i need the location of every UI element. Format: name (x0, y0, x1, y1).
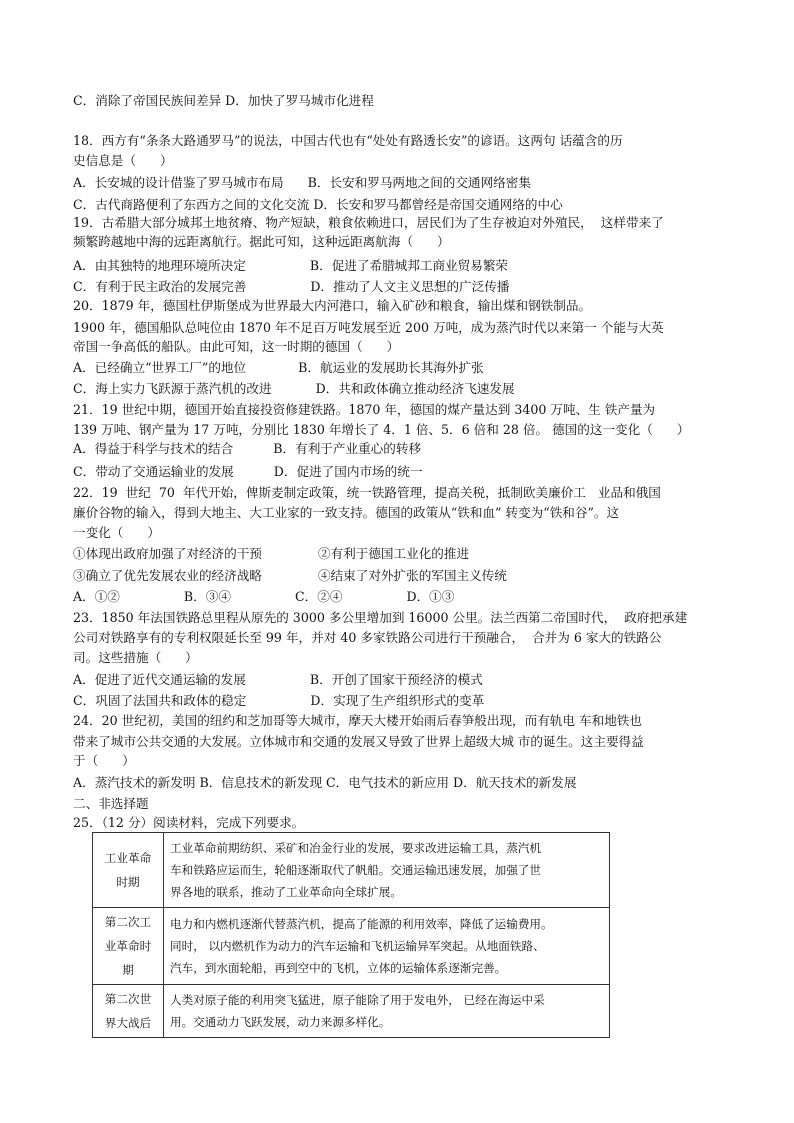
question-23-stem-cont2: 司。这些措施（ ） (73, 650, 198, 665)
table-row (93, 908, 610, 985)
table-row-heading: 工业革命 时期 (93, 833, 164, 908)
question-23-options-cd: C．巩固了法国共和政体的稳定 D．实现了生产组织形式的变革 (73, 693, 485, 708)
question-19-stem: 19．古希腊大部分城邦土地贫瘠、物产短缺，粮食依赖进口，居民们为了生存被迫对外殖民， 这样带来了 (73, 215, 664, 230)
table-row (93, 985, 610, 1038)
material-table (92, 832, 610, 1038)
question-22-options: A．①② B．③④ C．②④ D．①③ (73, 589, 455, 604)
question-21-options-cd: C．带动了交通运输业的发展 D．促进了国内市场的统一 (73, 464, 423, 479)
question-20-stem-cont: 1900 年，德国船队总吨位由 1870 年不足百万吨发展至近 200 万吨，成为蒸汽时代以来第一 个能与大英 (73, 320, 664, 335)
question-19-stem-cont: 频繁跨越地中海的远距离航行。据此可知，这种远距离航海（ ） (73, 234, 450, 249)
question-24-stem-cont: 带来了城市公共交通的大发展。立体城市和交通的发展又导致了世界上超级大城 市的诞生。这主要得益 (73, 734, 644, 749)
question-22-stem: 22．19 世纪 70 年代开始，俾斯麦制定政策，统一铁路管理，提高关税，抵制欧美廉价工 业品和俄国 (73, 485, 661, 500)
question-24-stem-cont2: 于（ ） (73, 753, 135, 768)
table-row (93, 833, 610, 908)
table-row-content: 电力和内燃机逐渐代替蒸汽机，提高了能源的利用效率，降低了运输费用。 同时， 以内燃机作为动力的汽车运输和飞机运输异军突起。从地面铁路、 汽车，到水面轮船，再到空中的飞机，立体的运输体系逐渐完善。 (164, 908, 610, 985)
question-18-options-cd: C．古代商路便利了东西方之间的文化交流 D．长安和罗马都曾经是帝国交通网络的中心 (73, 197, 563, 212)
question-22-items-12: ①体现出政府加强了对经济的干预 ②有利于德国工业化的推进 (73, 546, 470, 561)
question-25-stem: 25．（12 分）阅读材料，完成下列要求。 (73, 815, 305, 830)
question-21-stem-cont: 139 万吨、钢产量为 17 万吨，分别比 1830 年增长了 4．1 倍、5．6 倍和 28 倍。 德国的这一变化（ ） (73, 422, 690, 437)
table-row-content: 工业革命前期纺织、采矿和冶金行业的发展，要求改进运输工具，蒸汽机 车和铁路应运而生，轮船逐渐取代了帆船。交通运输迅速发展，加强了世 界各地的联系，推动了工业革命向全球扩展。 (164, 833, 610, 908)
question-19-options-ab: A．由其独特的地理环境所决定 B．促进了希腊城邦工商业贸易繁荣 (73, 258, 509, 273)
table-row-heading: 第二次世 界大战后 (93, 985, 164, 1038)
question-18-options-ab: A．长安城的设计借鉴了罗马城市布局 B．长安和罗马两地之间的交通网络密集 (73, 175, 531, 190)
table-row-heading: 第二次工 业革命时 期 (93, 908, 164, 985)
question-22-items-34: ③确立了优先发展农业的经济战略 ④结束了对外扩张的军国主义传统 (73, 568, 507, 583)
question-21-options-ab: A．得益于科学与技术的结合 B．有利于产业重心的转移 (73, 441, 422, 456)
table-row-content: 人类对原子能的利用突飞猛进，原子能除了用于发电外， 已经在海运中采 用。交通动力飞跃发展，动力来源多样化。 (164, 985, 610, 1038)
question-23-options-ab: A．促进了近代交通运输的发展 B．开创了国家干预经济的模式 (73, 672, 483, 687)
question-20-options-cd: C．海上实力飞跃源于蒸汽机的改进 D．共和政体确立推动经济飞速发展 (73, 381, 515, 396)
question-20-stem: 20．1879 年，德国杜伊斯堡成为世界最大内河港口，输入矿砂和粮食，输出煤和钢铁制品。 (73, 298, 592, 313)
section-heading: 二、非选择题 (73, 796, 149, 811)
option-line: C．消除了帝国民族间差异 D．加快了罗马城市化进程 (73, 93, 374, 108)
question-21-stem: 21．19 世纪中期，德国开始直接投资修建铁路。1870 年，德国的煤产量达到 3400 万吨、生 铁产量为 (73, 402, 656, 417)
question-20-stem-cont2: 帝国一争高低的船队。由此可知，这一时期的德国（ ） (73, 339, 400, 354)
question-18-stem-cont: 史信息是（ ） (73, 153, 173, 168)
question-24-stem: 24．20 世纪初，美国的纽约和芝加哥等大城市，摩天大楼开始雨后春笋般出现，而有轨电 车和地铁也 (73, 713, 642, 728)
question-22-stem-cont: 廉价谷物的输入，得到大地主、大工业家的一致支持。德国的政策从“铁和血” 转变为“铁和谷”。这 (73, 505, 620, 520)
question-23-stem-cont: 公司对铁路享有的专利权限延长至 99 年，并对 40 多家铁路公司进行干预融合， 合并为 6 家大的铁路公 (73, 630, 662, 645)
question-24-options: A．蒸汽技术的新发明 B．信息技术的新发现 C．电气技术的新应用 D．航天技术的新发展 (73, 775, 577, 790)
question-18-stem: 18．西方有“条条大路通罗马”的说法，中国古代也有“处处有路透长安”的谚语。这两句 话蕴含的历 (73, 133, 623, 148)
question-22-stem-cont2: 一变化（ ） (73, 525, 160, 540)
question-23-stem: 23．1850 年法国铁路总里程从原先的 3000 多公里增加到 16000 公里。法兰西第二帝国时代， 政府把承建 (73, 610, 688, 625)
question-19-options-cd: C．有利于民主政治的发展完善 D．推动了人文主义思想的广泛传播 (73, 279, 510, 294)
question-20-options-ab: A．已经确立“世界工厂”的地位 B．航运业的发展助长其海外扩张 (73, 360, 484, 375)
